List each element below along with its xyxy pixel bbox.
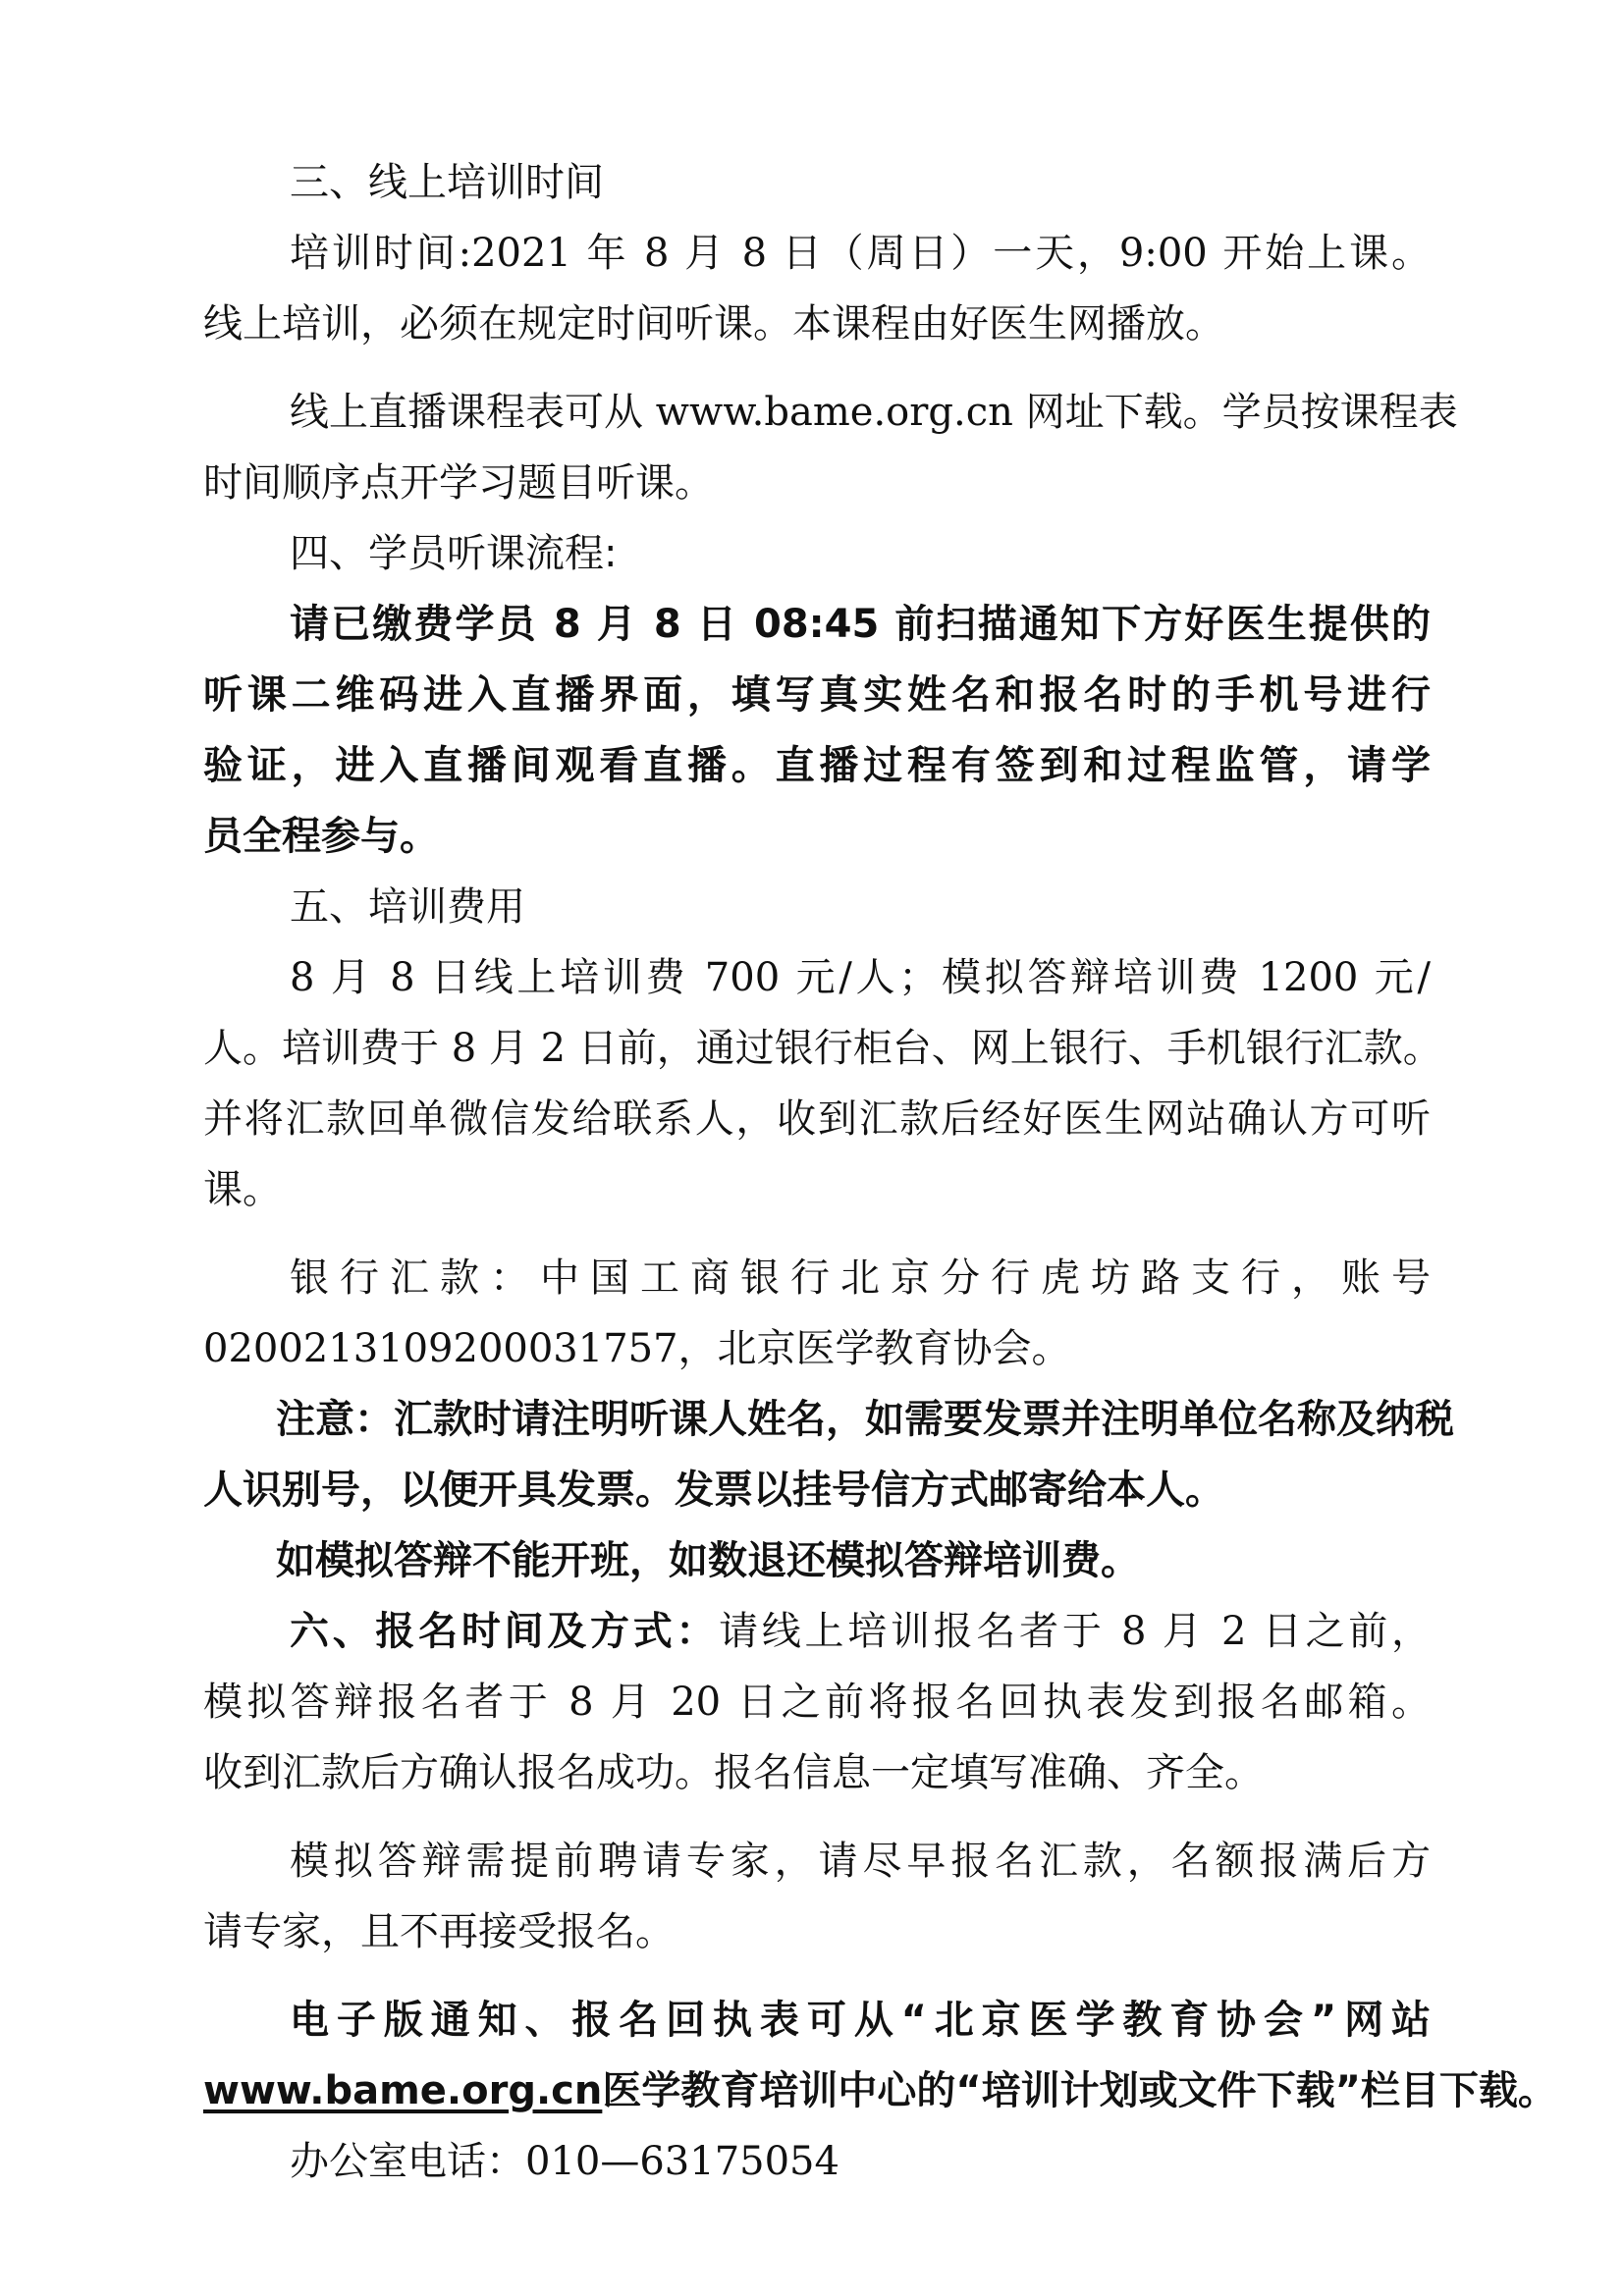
- section-5-note-line1: 注意：汇款时请注明听课人姓名，如需要发票并注明单位名称及纳税: [276, 1397, 1454, 1442]
- section-6-line3: 收到汇款后方确认报名成功。报名信息一定填写准确、齐全。: [203, 1750, 1264, 1795]
- section-4-heading: 四、学员听课流程:: [290, 531, 618, 576]
- section-6-line1-rest: 请线上培训报名者于 8 月 2 日之前，: [719, 1609, 1431, 1654]
- section-5-refund-note: 如模拟答辩不能开班，如数退还模拟答辩培训费。: [276, 1538, 1140, 1583]
- section-6-line1: [203, 1596, 1431, 1667]
- section-5-fee-line2: 人。培训费于 8 月 2 日前，通过银行柜台、网上银行、手机银行汇款。: [203, 1026, 1442, 1071]
- section-5-bank-line1: 银行汇款：中国工商银行北京分行虎坊路支行，账号: [290, 1255, 1431, 1301]
- section-6-p2-line2: 请专家，且不再接受报名。: [203, 1909, 675, 1954]
- download-line1: 电子版通知、报名回执表可从“北京医学教育协会”网站: [290, 1998, 1431, 2043]
- section-5-heading: 五、培训费用: [290, 884, 525, 930]
- section-4-line2: 听课二维码进入直播界面，填写真实姓名和报名时的手机号进行: [203, 672, 1431, 718]
- section-5-fee-line3: 并将汇款回单微信发给联系人，收到汇款后经好医生网站确认方可听: [203, 1096, 1431, 1142]
- section-6-line2: 模拟答辩报名者于 8 月 20 日之前将报名回执表发到报名邮箱。: [203, 1680, 1431, 1725]
- section-6-heading: 六、报名时间及方式：: [290, 1609, 720, 1654]
- section-3-heading: 三、线上培训时间: [290, 160, 604, 205]
- website-link[interactable]: www.bame.org.cn: [203, 2068, 603, 2113]
- section-3-p2-line2: 时间顺序点开学习题目听课。: [203, 460, 714, 506]
- section-3-p2-line1: 线上直播课程表可从 www.bame.org.cn 网址下载。学员按课程表: [290, 390, 1458, 435]
- office-phone: 办公室电话：010—63175054: [290, 2139, 839, 2184]
- download-line2: [203, 2056, 1557, 2126]
- section-4-line3: 验证，进入直播间观看直播。直播过程有签到和过程监管，请学: [203, 743, 1431, 788]
- section-5-fee-line1: 8 月 8 日线上培训费 700 元/人；模拟答辩培训费 1200 元/: [290, 955, 1431, 1000]
- section-5-bank-line2: 0200213109200031757，北京医学教育协会。: [203, 1326, 1071, 1371]
- section-5-fee-line4: 课。: [203, 1167, 282, 1212]
- download-line2-rest: 医学教育培训中心的“培训计划或文件下载”栏目下载。: [602, 2068, 1557, 2113]
- section-4-line4: 员全程参与。: [203, 814, 439, 859]
- section-6-p2-line1: 模拟答辩需提前聘请专家，请尽早报名汇款，名额报满后方: [290, 1839, 1431, 1884]
- section-4-line1: 请已缴费学员 8 月 8 日 08:45 前扫描通知下方好医生提供的: [290, 602, 1431, 647]
- document-page: [203, 147, 1557, 2197]
- section-3-p1-line2: 线上培训，必须在规定时间听课。本课程由好医生网播放。: [203, 301, 1224, 347]
- section-5-note-line2: 人识别号，以便开具发票。发票以挂号信方式邮寄给本人。: [203, 1468, 1224, 1513]
- section-3-p1-line1: 培训时间:2021 年 8 月 8 日（周日）一天，9:00 开始上课。: [290, 231, 1431, 276]
